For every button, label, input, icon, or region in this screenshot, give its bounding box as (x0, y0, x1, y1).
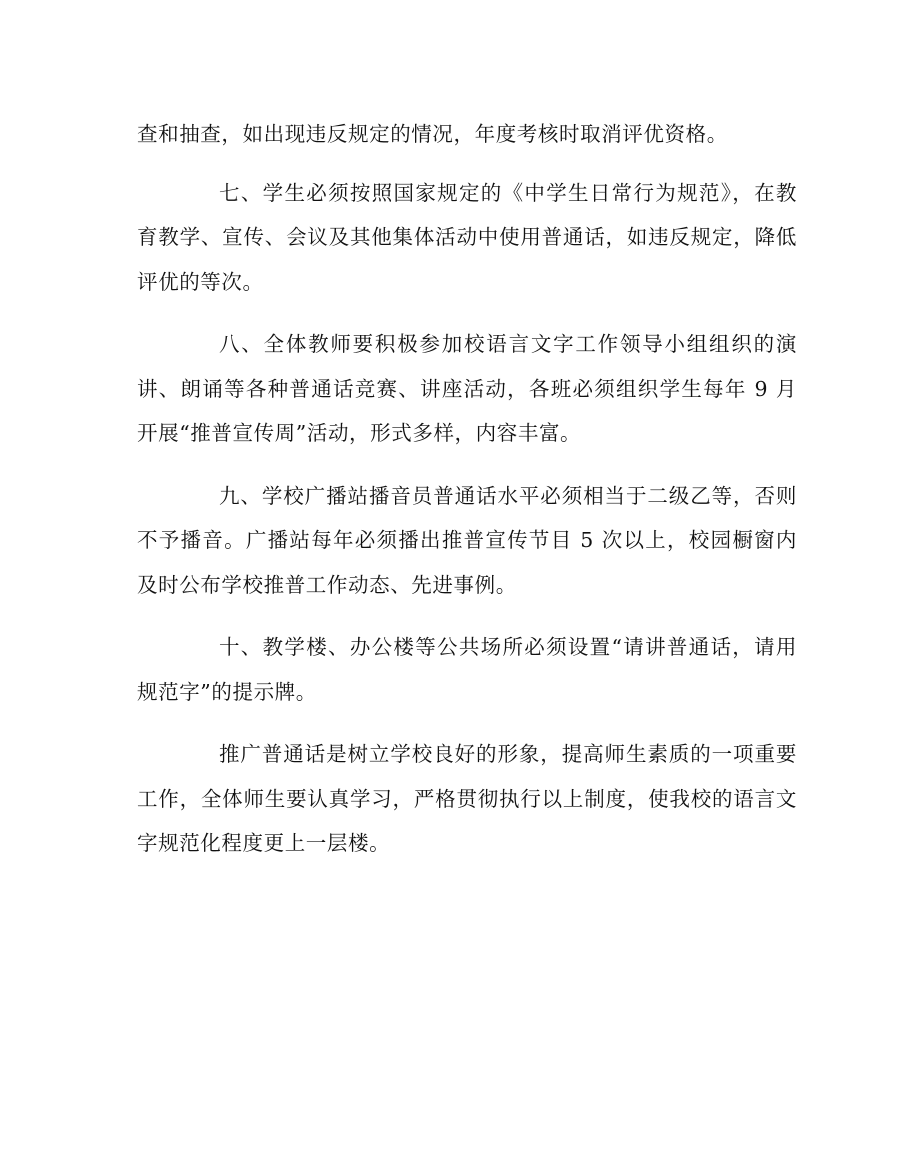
paragraph-continuation: 查和抽查，如出现违反规定的情况，年度考核时取消评优资格。 (137, 122, 728, 146)
document-body (137, 112, 797, 884)
paragraph-closing: 推广普通话是树立学校良好的形象，提高师生素质的一项重要工作，全体师生要认真学习，严格贯彻执行以上制度，使我校的语言文字规范化程度更上一层楼。 (137, 742, 797, 855)
paragraph-item-ten: 十、教学楼、办公楼等公共场所必须设置“请讲普通话，请用规范字”的提示牌。 (137, 635, 797, 704)
paragraph-item-seven: 七、学生必须按照国家规定的《中学生日常行为规范》，在教育教学、宣传、会议及其他集体活动中使用普通话，如违反规定，降低评优的等次。 (137, 180, 797, 294)
paragraph-item-eight: 八、全体教师要积极参加校语言文字工作领导小组组织的演讲、朗诵等各种普通话竞赛、讲座活动，各班必须组织学生每年 9 月开展“推普宣传周”活动，形式多样，内容丰富。 (137, 332, 797, 445)
paragraph-item-nine: 九、学校广播站播音员普通话水平必须相当于二级乙等，否则不予播音。广播站每年必须播出推普宣传节目 5 次以上，校园橱窗内及时公布学校推普工作动态、先进事例。 (137, 483, 797, 597)
